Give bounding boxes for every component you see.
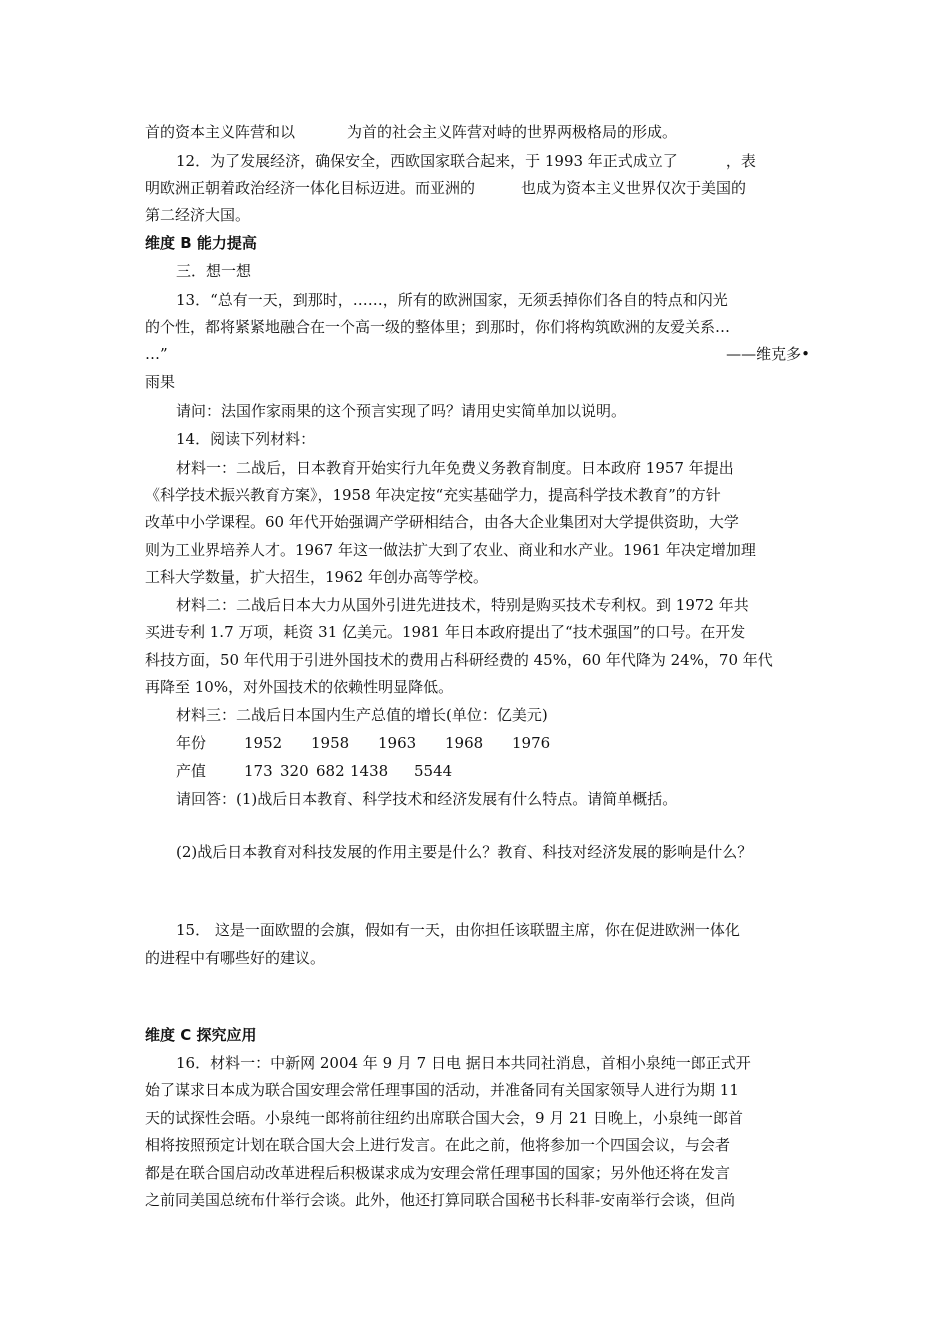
- table-cell: 1952: [244, 734, 283, 752]
- table-cell: 1958: [311, 734, 350, 752]
- text-span: …”: [145, 345, 168, 363]
- text-line: 之前同美国总统布什举行会谈。此外，他还打算同联合国秘书长科菲-安南举行会谈，但尚: [145, 1191, 736, 1209]
- table-cell: 682: [316, 762, 345, 780]
- table-cell: 5544: [414, 762, 453, 780]
- table-cell: 320: [280, 762, 309, 780]
- text-line: 16．材料一：中新网 2004 年 9 月 7 日电 据日本共同社消息，首相小泉纯一郎正式开: [176, 1054, 751, 1072]
- text-line: 15． 这是一面欧盟的会旗，假如有一天，由你担任该联盟主席，你在促进欧洲一体化: [176, 921, 740, 939]
- text-line: (2)战后日本教育对科技发展的作用主要是什么？教育、科技对经济发展的影响是什么？: [176, 843, 753, 861]
- text-line: 的个性，都将紧紧地融合在一个高一级的整体里；到那时，你们将构筑欧洲的友爱关系…: [145, 318, 731, 336]
- text-line: 材料二：二战后日本大力从国外引进先进技术，特别是购买技术专利权。到 1972 年共: [176, 596, 749, 614]
- row-label: 产值: [176, 762, 207, 780]
- text-line: 买进专利 1.7 万项，耗资 31 亿美元。1981 年日本政府提出了“技术强国”的口号。在开发: [145, 623, 746, 641]
- text-span: 也成为资本主义世界仅次于美国的: [521, 179, 747, 197]
- table-row-values: [176, 761, 810, 781]
- text-line: 三．想一想: [176, 262, 252, 280]
- table-row-years: [176, 733, 810, 753]
- attribution: ——维克多•: [726, 345, 810, 363]
- text-line: 科技方面，50 年代用于引进外国技术的费用占科研经费的 45%，60 年代降为 24%，70 年代: [145, 651, 773, 669]
- text-line: 则为工业界培养人才。1967 年这一做法扩大到了农业、商业和水产业。1961 年决定增加理: [145, 541, 756, 559]
- text-line: 的进程中有哪些好的建议。: [145, 949, 326, 967]
- text-line: 请回答：(1)战后日本教育、科学技术和经济发展有什么特点。请简单概括。: [176, 790, 678, 808]
- section-heading-c: 维度 C 探究应用: [145, 1026, 257, 1044]
- text-line: [176, 151, 810, 171]
- text-line: 请问：法国作家雨果的这个预言实现了吗？请用史实简单加以说明。: [176, 402, 627, 420]
- text-span: 12．为了发展经济，确保安全，西欧国家联合起来，于 1993 年正式成立了: [176, 152, 678, 170]
- text-line: [145, 344, 810, 364]
- text-line: 工科大学数量，扩大招生，1962 年创办高等学校。: [145, 568, 488, 586]
- text-line: 都是在联合国启动改革进程后积极谋求成为安理会常任理事国的国家；另外他还将在发言: [145, 1164, 731, 1182]
- table-cell: 1976: [512, 734, 551, 752]
- text-span: 明欧洲正朝着政治经济一体化目标迈进。而亚洲的: [145, 179, 476, 197]
- text-line: 始了谋求日本成为联合国安理会常任理事国的活动，并准备同有关国家领导人进行为期 11: [145, 1081, 739, 1099]
- text-line: [145, 122, 810, 142]
- text-line: 14．阅读下列材料：: [176, 430, 316, 448]
- table-cell: 173: [244, 762, 273, 780]
- table-cell: 1438: [350, 762, 389, 780]
- text-line: 第二经济大国。: [145, 206, 251, 224]
- row-label: 年份: [176, 734, 207, 752]
- text-line: 材料三：二战后日本国内生产总值的增长(单位：亿美元): [176, 706, 548, 724]
- section-heading-b: 维度 B 能力提高: [145, 234, 257, 252]
- text-span: 首的资本主义阵营和以: [145, 123, 296, 141]
- text-line: [145, 178, 810, 198]
- table-cell: 1968: [445, 734, 484, 752]
- text-line: 相将按照预定计划在联合国大会上进行发言。在此之前，他将参加一个四国会议，与会者: [145, 1136, 731, 1154]
- text-line: 再降至 10%，对外国技术的依赖性明显降低。: [145, 678, 454, 696]
- text-span: 为首的社会主义阵营对峙的世界两极格局的形成。: [347, 123, 678, 141]
- text-line: 13．“总有一天，到那时，……，所有的欧洲国家，无须丢掉你们各自的特点和闪光: [176, 291, 728, 309]
- text-span: ，表: [725, 152, 756, 170]
- table-cell: 1963: [378, 734, 417, 752]
- text-line: 《科学技术振兴教育方案》，1958 年决定按“充实基础学力，提高科学技术教育”的方针: [145, 486, 721, 504]
- text-line: 材料一：二战后，日本教育开始实行九年免费义务教育制度。日本政府 1957 年提出: [176, 459, 734, 477]
- text-line: 雨果: [145, 373, 176, 391]
- text-line: 改革中小学课程。60 年代开始强调产学研相结合，由各大企业集团对大学提供资助，大学: [145, 513, 739, 531]
- text-line: 天的试探性会晤。小泉纯一郎将前往纽约出席联合国大会，9 月 21 日晚上，小泉纯一郎首: [145, 1109, 743, 1127]
